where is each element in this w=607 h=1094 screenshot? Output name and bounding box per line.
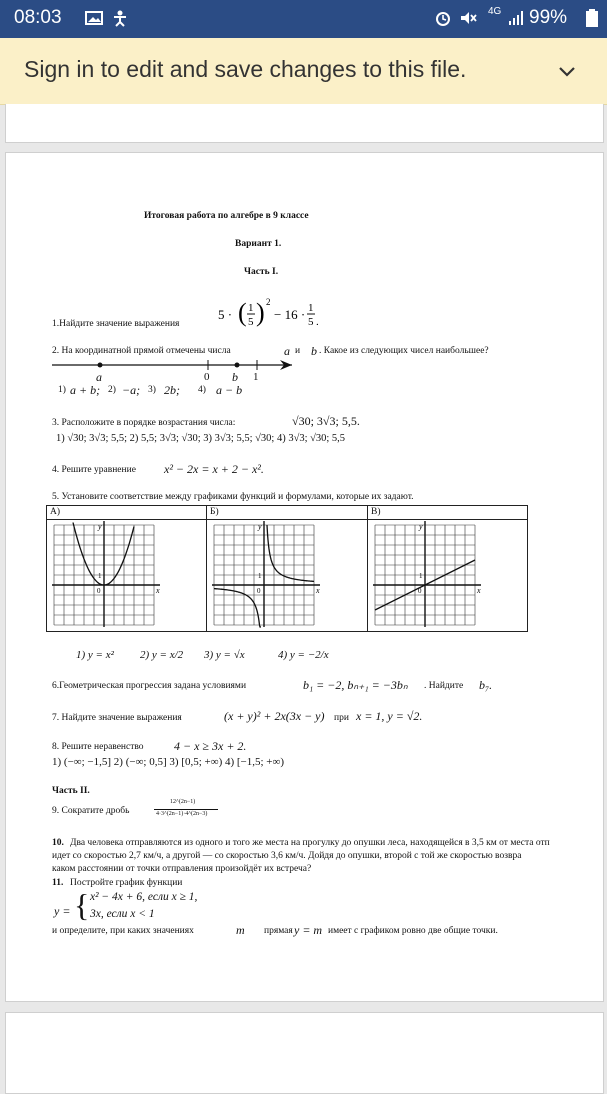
svg-text:5 ·: 5 · [218,307,233,322]
q10-line2: идет со скоростью 2,7 км/ч, а другой — со скоростью 3,6 км/ч. Дойдя до опушки, второй с той же скоростью возвра [52,851,522,861]
svg-text:(: ( [238,298,247,327]
graph-c [373,521,483,629]
q6-condition: b₁ = −2, bₙ₊₁ = −3bₙ [303,678,408,692]
unit-label: 1 [98,572,102,580]
q5-col-a: А) [50,507,61,517]
part1-label: Часть I. [244,267,279,277]
q11-number: 11. [52,878,64,888]
status-bar [0,0,607,38]
accessibility-icon [111,9,129,27]
svg-text:1: 1 [248,302,254,314]
part2-label: Часть II. [52,786,90,796]
q5-formula-2: 2) y = x/2 [140,649,184,661]
q2-point-b: b [232,370,238,384]
sign-in-message: Sign in to edit and save changes to this file. [24,56,467,82]
q10-line3: каком расстоянии от точки отправления произойдёт их встреча? [52,864,312,874]
next-page [5,1012,604,1094]
q2-point-a: a [96,370,102,384]
signal-icon [507,9,525,27]
y-axis-label: y [98,522,102,531]
q8-inequality: 4 − x ≥ 3x + 2. [174,739,247,753]
q2-var-a: a [284,344,290,358]
q8-options: 1) (−∞; −1,5] 2) (−∞; 0,5] 3) [0,5; +∞) 4) [−1,5; +∞) [52,756,285,768]
q11-line-eq: y = m [294,923,323,937]
q2-tick-0: 0 [204,371,210,383]
unit-label: 1 [419,572,423,580]
q11-tail1: и определите, при каких значениях [52,926,194,936]
origin-label: 0 [97,587,101,595]
sign-in-banner[interactable] [0,38,607,105]
q4-label: 4. Решите уравнение [52,465,136,475]
q2-opt4: 4) [198,385,206,395]
q2-opt2-expr: −a; [122,383,141,397]
q11-tail3: имеет с графиком ровно две общие точки. [328,926,498,936]
q10-line1: Два человека отправляются из одного и того же места на прогулку до опушки леса, находящейся в 3,5 км от места отп [70,838,550,848]
q5-label: 5. Установите соответствие между графиками функций и формулами, которые их задают. [52,492,414,502]
svg-text:2: 2 [266,297,271,307]
previous-page [5,104,604,143]
network-type: 4G [488,6,502,17]
y-axis-label: y [419,522,423,531]
origin-label: 0 [418,587,422,595]
q9-numerator: 12^(2n−1) [170,799,196,805]
q6-target: b₇. [479,678,493,692]
q2-opt4-expr: a − b [216,383,243,397]
q2-tick-1: 1 [253,371,259,383]
q2-opt1: 1) [58,385,66,395]
q1-label: 1.Найдите значение выражения [52,319,180,329]
y-axis-label: y [258,522,262,531]
q11-case2: 3x, если x < 1 [90,908,155,920]
q2-opt1-expr: a + b; [70,383,101,397]
q5-formula-3: 3) y = √x [204,649,245,661]
q9-denominator: 4·3^(2n−1)·4^(2n−3) [156,811,208,817]
q11-text: Постройте график функции [70,878,183,888]
q6-label: 6.Геометрическая прогрессия задана условиями [52,681,247,691]
battery-icon [585,9,599,27]
battery-percent: 99% [529,7,568,28]
q3-label: 3. Расположите в порядке возрастания числа: [52,418,236,428]
q5-formula-4: 4) y = −2/x [278,649,329,661]
q7-expression: (x + y)² + 2x(3x − y) [224,709,325,723]
document-page [5,152,604,1002]
svg-text:− 16 ·: − 16 · [274,307,306,322]
q5-col-c: В) [371,507,381,517]
q7-label: 7. Найдите значение выражения [52,713,182,723]
unit-label: 1 [258,572,262,580]
x-axis-label: x [316,586,320,595]
q2-and: и [295,346,301,356]
graph-a [52,521,162,629]
q3-numbers: √30; 3√3; 5,5. [292,414,360,428]
q11-y-equals: y = [54,904,71,918]
q5-formula-1: 1) y = x² [76,649,114,661]
gallery-icon [85,9,103,27]
origin-label: 0 [257,587,261,595]
q11-m: m [236,923,245,937]
q1-expression [216,293,326,335]
q11-case1: x² − 4x + 6, если x ≥ 1, [90,891,198,903]
svg-text:): ) [256,298,265,327]
svg-text:.: . [316,316,319,328]
x-axis-label: x [156,586,160,595]
q2-opt2: 2) [108,385,116,395]
svg-text:5: 5 [308,316,314,328]
q11-tail2: прямая [264,926,293,936]
q7-at: при [334,713,349,723]
q7-values: x = 1, y = √2. [356,709,423,723]
mute-icon [459,9,477,27]
svg-text:5: 5 [248,316,254,328]
alarm-icon [434,9,452,27]
q8-label: 8. Решите неравенство [52,742,144,752]
graph-b [212,521,322,629]
q4-equation: x² − 2x = x + 2 − x². [164,462,264,476]
q5-col-b: Б) [210,507,219,517]
q2-opt3: 3) [148,385,156,395]
q2-label: 2. На координатной прямой отмечены числа [52,346,231,356]
q9-label: 9. Сократите дробь [52,806,130,816]
variant-label: Вариант 1. [235,239,282,249]
doc-title: Итоговая работа по алгебре в 9 классе [144,211,309,221]
svg-text:1: 1 [308,302,314,314]
clock: 08:03 [14,7,62,28]
q11-brace: { [74,887,90,923]
q10-number: 10. [52,838,64,848]
q2-opt3-expr: 2b; [164,383,180,397]
q2-var-b: b [311,344,317,358]
q3-options: 1) √30; 3√3; 5,5; 2) 5,5; 3√3; √30; 3) 3√3; 5,5; √30; 4) 3√3; √30; 5,5 [56,433,346,444]
q2-label-tail: . Какое из следующих чисел наибольшее? [319,346,489,356]
q6-find: . Найдите [424,681,464,691]
x-axis-label: x [477,586,481,595]
chevron-down-icon[interactable] [556,60,578,82]
